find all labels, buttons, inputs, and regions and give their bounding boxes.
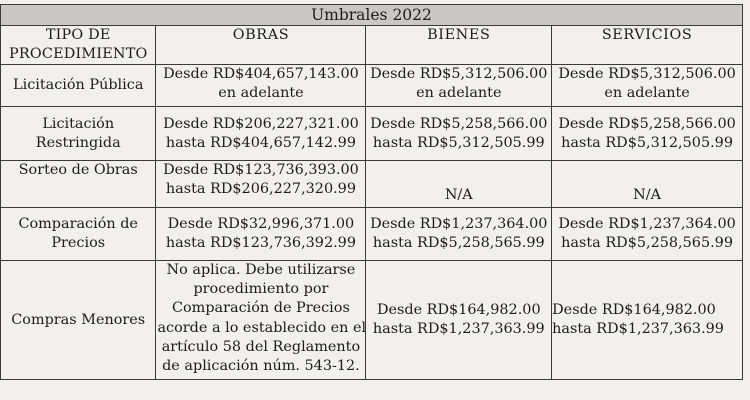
table-row — [1, 65, 743, 107]
cell-line: Desde RD$5,312,506.00 — [558, 66, 736, 82]
cell-line: N/A — [444, 187, 473, 203]
cell-line: Compras Menores — [11, 311, 146, 328]
cell-line: artículo 58 del Reglamento — [161, 338, 361, 355]
cell-line: Precios — [51, 235, 106, 251]
cell-bienes — [366, 161, 552, 208]
cell-line: Desde RD$164,982.00 — [552, 302, 716, 318]
header-tipo-line: TIPO DE — [45, 27, 111, 43]
cell-bienes — [366, 261, 552, 380]
table-title: Umbrales 2022 — [1, 5, 743, 26]
cell-line: Licitación — [42, 115, 115, 132]
cell-line: hasta RD$5,312,505.99 — [561, 134, 733, 151]
cell-tipo — [1, 208, 156, 261]
cell-obras — [156, 65, 366, 107]
cell-line: Desde RD$206,227,321.00 — [163, 115, 359, 132]
cell-line: Sorteo de Obras — [18, 162, 138, 178]
cell-line: Desde RD$5,258,566.00 — [558, 115, 736, 132]
cell-line: No aplica. Debe utilizarse — [166, 262, 356, 278]
table-header-row — [1, 26, 743, 65]
cell-servicios — [552, 161, 743, 208]
header-tipo-line: PROCEDIMIENTO — [8, 46, 148, 62]
thresholds-table — [0, 4, 743, 380]
cell-line: Desde RD$404,657,143.00 — [163, 66, 359, 82]
table-row — [1, 161, 743, 208]
cell-servicios — [552, 208, 743, 261]
cell-line: N/A — [633, 187, 661, 203]
cell-obras — [156, 261, 366, 380]
cell-tipo — [1, 161, 156, 208]
cell-line: acorde a lo establecido en el — [157, 319, 367, 336]
cell-obras — [156, 161, 366, 208]
cell-line: hasta RD$1,237,363.99 — [552, 321, 724, 337]
cell-bienes — [366, 65, 552, 107]
cell-line: Restringida — [35, 134, 121, 151]
cell-bienes — [366, 107, 552, 161]
cell-line: hasta RD$1,237,363.99 — [372, 321, 545, 337]
cell-line: Desde RD$5,258,566.00 — [370, 115, 548, 132]
cell-obras — [156, 107, 366, 161]
cell-obras — [156, 208, 366, 261]
cell-line: hasta RD$5,258,565.99 — [372, 235, 545, 251]
cell-line: Desde RD$1,237,364.00 — [558, 216, 736, 232]
table-row — [1, 107, 743, 161]
cell-line: hasta RD$404,657,142.99 — [165, 134, 356, 151]
cell-tipo — [1, 261, 156, 380]
cell-line: hasta RD$5,258,565.99 — [561, 235, 733, 251]
cell-servicios — [552, 261, 743, 380]
cell-line: en adelante — [604, 85, 690, 101]
cell-servicios — [552, 107, 743, 161]
cell-line: Desde RD$1,237,364.00 — [370, 216, 548, 232]
cell-line: hasta RD$206,227,320.99 — [165, 181, 356, 197]
cell-line: Comparación de Precios — [172, 300, 350, 317]
cell-line: hasta RD$5,312,505.99 — [372, 134, 545, 151]
cell-servicios — [552, 65, 743, 107]
header-tipo — [1, 26, 156, 65]
cell-line: Desde RD$123,736,393.00 — [163, 162, 359, 178]
cell-line: en adelante — [218, 85, 304, 101]
table-row — [1, 208, 743, 261]
cell-line: en adelante — [416, 85, 502, 101]
cell-line: Licitación Pública — [13, 77, 144, 93]
cell-line: Desde RD$164,982.00 — [376, 302, 541, 318]
table-row — [1, 261, 743, 380]
cell-line: Desde RD$32,996,371.00 — [167, 216, 355, 232]
cell-line: Comparación de — [18, 216, 138, 232]
cell-tipo — [1, 65, 156, 107]
header-obras: OBRAS — [156, 26, 366, 65]
cell-line: hasta RD$123,736,392.99 — [165, 235, 356, 251]
cell-line: procedimiento por — [193, 281, 329, 298]
header-servicios: SERVICIOS — [552, 26, 743, 65]
cell-tipo — [1, 107, 156, 161]
table-title-row — [1, 5, 743, 26]
cell-line: Desde RD$5,312,506.00 — [370, 66, 548, 82]
header-bienes: BIENES — [366, 26, 552, 65]
thresholds-document — [0, 4, 743, 380]
cell-bienes — [366, 208, 552, 261]
cell-line: de aplicación núm. 543-12. — [162, 358, 360, 375]
